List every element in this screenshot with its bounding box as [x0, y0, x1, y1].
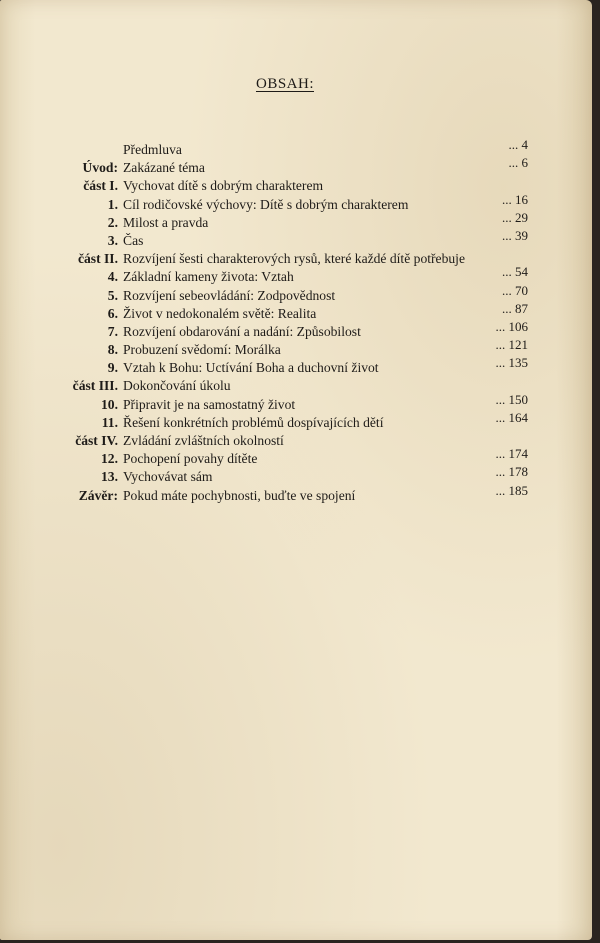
- toc-entry: [0, 482, 592, 505]
- toc-page-number: ... 135: [495, 355, 528, 371]
- toc-page-number: ... 106: [495, 318, 528, 334]
- toc-title: Pochopení povahy dítěte: [123, 451, 258, 467]
- toc-label: 10.: [101, 396, 118, 412]
- toc-title: Připravit je na samostatný život: [123, 396, 296, 412]
- toc-page-number: ... 164: [495, 409, 528, 425]
- toc-title: Milost a pravda: [123, 214, 209, 230]
- toc-title: Základní kameny života: Vztah: [123, 269, 294, 285]
- toc-label: 5.: [107, 287, 118, 303]
- toc-label: část II.: [77, 251, 118, 267]
- table-of-contents: [0, 137, 592, 505]
- toc-label: 4.: [107, 269, 118, 285]
- toc-label: část IV.: [75, 433, 118, 448]
- toc-label: 6.: [107, 305, 118, 321]
- toc-title: Rozvíjení obdarování a nadání: Způsobilost: [123, 323, 361, 339]
- toc-page-number: ... 150: [495, 391, 528, 407]
- toc-label: 7.: [107, 323, 118, 339]
- toc-title: Vychovat dítě s dobrým charakterem: [123, 178, 324, 194]
- toc-page-number: ... 121: [495, 337, 528, 353]
- toc-label: 11.: [101, 414, 118, 430]
- toc-title: Cíl rodičovské výchovy: Dítě s dobrým charakterem: [123, 196, 409, 212]
- toc-page-number: ... 4: [508, 137, 528, 152]
- page-title: OBSAH:: [255, 76, 314, 92]
- toc-label: 1.: [107, 196, 118, 212]
- toc-title: Zakázané téma: [123, 160, 205, 176]
- toc-page-number: ... 16: [502, 191, 528, 207]
- toc-title: Vychovávat sám: [123, 469, 213, 485]
- toc-title: Vztah k Bohu: Uctívání Boha a duchovní život: [123, 360, 379, 376]
- toc-page-number: ... 54: [502, 264, 528, 280]
- toc-page-number: ... 87: [502, 300, 528, 316]
- toc-label: 2.: [107, 214, 118, 230]
- toc-title: Zvládání zvláštních okolností: [123, 433, 284, 448]
- toc-title: Rozvíjení sebeovládání: Zodpovědnost: [123, 287, 336, 303]
- toc-title: Pokud máte pochybnosti, buďte ve spojení: [123, 487, 356, 503]
- toc-page-number: ... 178: [495, 464, 528, 480]
- toc-title: Probuzení svědomí: Morálka: [123, 342, 281, 358]
- toc-label: 13.: [101, 469, 118, 485]
- toc-label: Úvod:: [82, 160, 118, 176]
- toc-page-number: ... 185: [495, 482, 528, 498]
- toc-title: Čas: [123, 232, 144, 248]
- toc-entry: [0, 155, 592, 177]
- toc-label: 3.: [107, 232, 118, 248]
- toc-label: Závěr:: [78, 487, 118, 503]
- toc-label: 9.: [107, 360, 118, 376]
- toc-label: 8.: [107, 342, 118, 358]
- toc-title: Řešení konkrétních problémů dospívajících dětí: [123, 414, 384, 430]
- toc-title: Život v nedokonalém světě: Realita: [123, 305, 317, 321]
- toc-title: Dokončování úkolu: [123, 378, 231, 394]
- toc-label: část I.: [83, 178, 118, 194]
- toc-page-number: ... 29: [502, 209, 528, 225]
- toc-entry: [0, 409, 592, 432]
- toc-page-number: ... 39: [502, 227, 528, 243]
- toc-entry: [0, 355, 592, 377]
- toc-page-number: ... 70: [502, 282, 528, 298]
- toc-label: část III.: [72, 378, 118, 394]
- toc-page-number: ... 6: [508, 155, 528, 171]
- toc-entry: [0, 227, 592, 250]
- toc-title: Rozvíjení šesti charakterových rysů, které každé dítě potřebuje: [123, 251, 465, 267]
- toc-page-number: ... 174: [495, 446, 528, 462]
- toc-label: 12.: [101, 451, 118, 467]
- toc-title: Předmluva: [123, 142, 182, 157]
